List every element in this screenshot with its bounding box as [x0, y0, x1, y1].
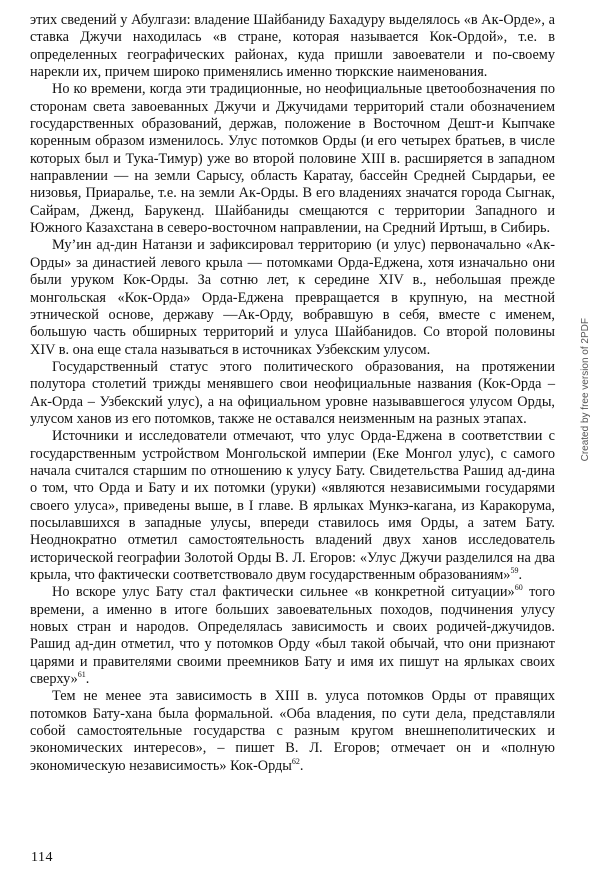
footnote-reference: 61	[77, 670, 86, 680]
footnote-reference: 59	[510, 566, 519, 576]
footnote-reference: 62	[291, 757, 300, 767]
text-run: Тем не менее эта зависимость в XIII в. улуса потомков Орды от правящих потомков Бату-хана была формальной. «Оба владения, по сути дела, представляли собой самостоятельные государства с разным кругом внешнеполитических и экономических интересов», – пишет В. Л. Егоров; отмечает он и «полную экономическую независимость» Кок-Орды	[30, 688, 555, 774]
text-run: Государственный статус этого политического образования, на протяжении полутора столетий трижды менявшего свои неофициальные названия (Кок-Орда – Ак-Орда – Узбекский улус), а на официальном уровне называвшегося улусом Орды, улусом ханов из его потомков, также не оставался неизменным на разных этапах.	[30, 358, 555, 427]
paragraph	[30, 688, 555, 775]
paragraph	[30, 237, 555, 358]
text-run: Источники и исследователи отмечают, что улус Орда-Еджена в соответствии с государственным устройством Монгольской империи (Еке Монгол улус), с самого начала считался старшим по отношению к улусу Бату. Свидетельства Рашид ад-дина о том, что Орда и Бату и их потомки (уруки) «являются независимыми государями своего улуса», приведены выше, в I главе. В ярлыках Мункэ-кагана, из Каракорума, посылавшихся в западные улусы, впереди ставилось имя Орды, а затем Бату. Неоднократно отметил самостоятельность владений двух ханов исследователь исторической географии Золотой Орды В. Л. Егоров: «Улус Джучи разделился на два крыла, что фактически соответствовало двум государственным образованиям»	[30, 428, 555, 583]
text-run: Но вскоре улус Бату стал фактически сильнее «в конкретной ситуации»	[52, 584, 515, 601]
text-run: .	[518, 567, 523, 583]
text-run: .	[299, 757, 304, 774]
text-run: того времени, а именно в итоге больших завоевательных походов, подчинения улусу новых стран и народов. Определялась зависимость и своих родичей-джучидов. Рашид ад-дин отметил, что у потомков Орду «был такой обычай, что они признают царями и правителями своими преемников Бату и имя их пишут на ярлыках своих сверху»	[30, 584, 555, 688]
page-number: 114	[31, 850, 53, 865]
text-run: этих сведений у Абулгази: владение Шайбаниду Бахадуру выделялось «в Ак-Орде», а ставка Джучи находилась «в стране, которая называется Кок-Ордой», т.е. в определенных географических районах, куда пришли завоеватели и по-своему нарекли их, причем широко применялись именно тюркские наименования.	[30, 12, 555, 81]
paragraph	[30, 584, 555, 688]
paragraph	[30, 428, 555, 584]
paragraph	[30, 12, 555, 81]
footnote-reference: 60	[514, 583, 523, 593]
text-run: Но ко времени, когда эти традиционные, но неофициальные цветообозначения по сторонам света завоеванных Джучи и Джучидами территорий стали обозначением государственных образований, держав, положение в Восточном Дешт-и Кыпчаке коренным образом изменилось. Улус потомков Орды (и его четырех братьев, в числе которых был и Тука-Тимур) уже во второй половине XIII в. расширяется в западном направлении — на земли Сарысу, область Каратау, бассейн Средней Сырдарьи, ее низовья, Приаралье, т.е. на земли Ак-Орды. В его владениях значатся города Сыгнак, Сайрам, Дженд, Барукенд. Шайбаниды смещаются с территории Западного и Южного Казахстана в северо-восточном направлении, на Средний Иртыш, в Сибирь.	[30, 81, 555, 237]
watermark: Created by free version of 2PDF	[580, 318, 591, 462]
text-run: .	[85, 671, 90, 688]
text-run: Му’ин ад-дин Натанзи и зафиксировал территорию (и улус) первоначально «Ак-Орды» за династией левого крыла — потомками Орда-Еджена, хотя изначально они были уруком Кок-Орды. За сотню лет, к середине XIV в., небольшая прежде монгольская «Кок-Орда» Орда-Еджена превращается в крупную, на местной этнической основе, державу —Ак-Орду, вобравшую в себя, вместе с именем, большую часть обширных территорий и улуса Шайбанидов. Со второй половины XIV в. она еще стала называться в источниках Узбекским улусом.	[30, 237, 555, 358]
paragraph	[30, 81, 555, 237]
paragraph	[30, 359, 555, 428]
page-body	[30, 12, 555, 775]
